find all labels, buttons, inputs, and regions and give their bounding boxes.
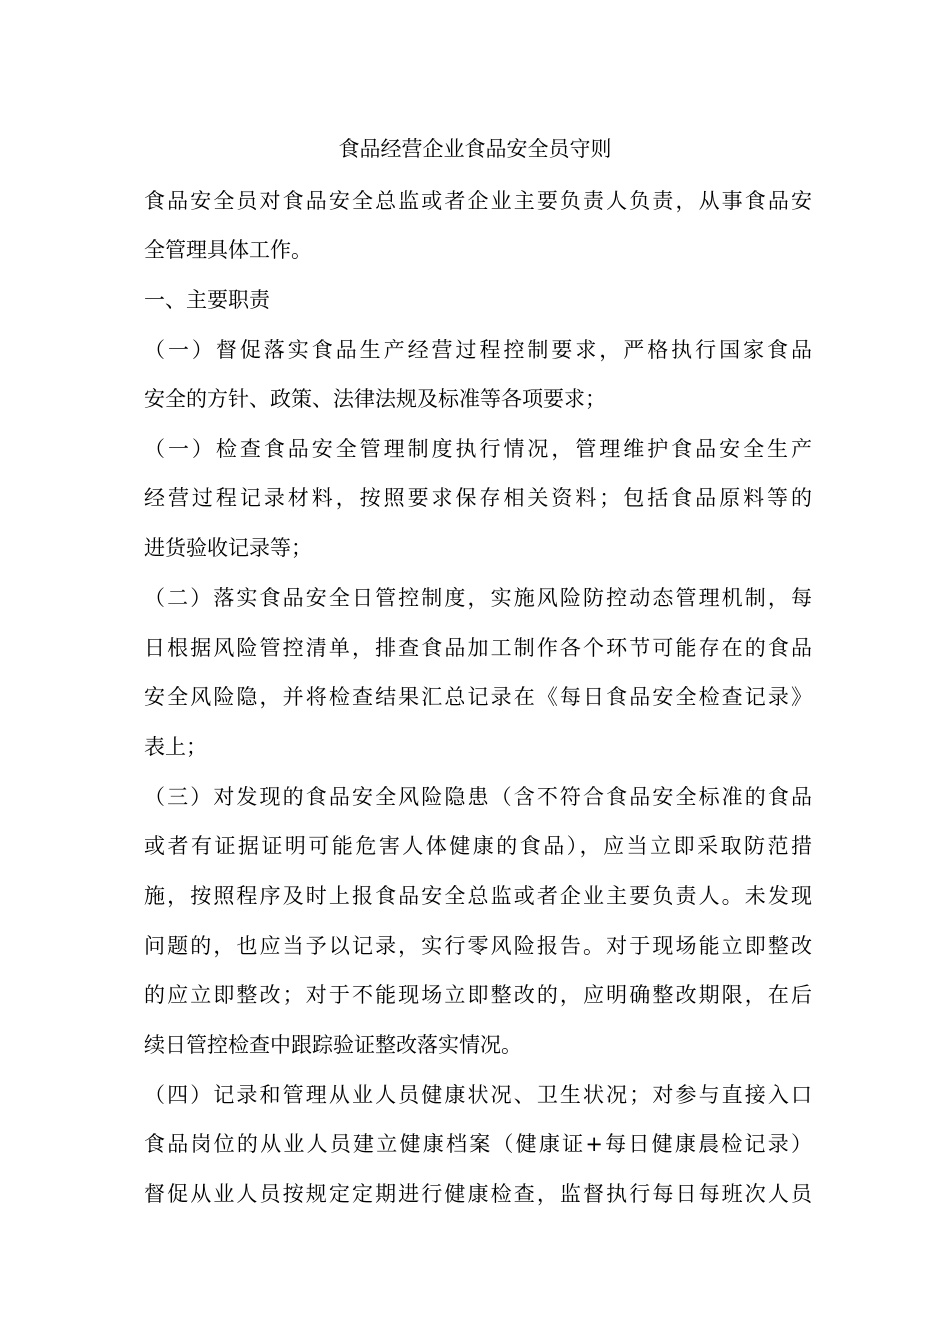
paragraph-line: 食品岗位的从业人员建立健康档案（健康证+每日健康晨检记录） [144, 1132, 812, 1156]
section-heading: 一、主要职责 [144, 288, 270, 312]
paragraph-line: 日根据风险管控清单，排查食品加工制作各个环节可能存在的食品 [144, 636, 812, 660]
paragraph-line: （一）督促落实食品生产经营过程控制要求，严格执行国家食品 [144, 338, 812, 362]
paragraph-line: （四）记录和管理从业人员健康状况、卫生状况；对参与直接入口 [144, 1083, 812, 1107]
paragraph-line: 续日管控检查中跟踪验证整改落实情况。 [144, 1033, 522, 1057]
document-title: 食品经营企业食品安全员守则 [338, 137, 612, 161]
paragraph-line: 表上； [144, 735, 207, 759]
paragraph-line: （一）检查食品安全管理制度执行情况，管理维护食品安全生产 [144, 437, 812, 461]
paragraph-line: 食品安全员对食品安全总监或者企业主要负责人负责，从事食品安 [144, 189, 812, 213]
paragraph-line: 督促从业人员按规定定期进行健康检查，监督执行每日每班次人员 [144, 1182, 812, 1206]
paragraph-line: 的应立即整改；对于不能现场立即整改的，应明确整改期限，在后 [144, 983, 812, 1007]
paragraph-line: （三）对发现的食品安全风险隐患（含不符合食品安全标准的食品 [144, 785, 812, 809]
paragraph-line: （二）落实食品安全日管控制度，实施风险防控动态管理机制，每 [144, 586, 812, 610]
paragraph-line: 进货验收记录等； [144, 536, 312, 560]
paragraph-line: 或者有证据证明可能危害人体健康的食品），应当立即采取防范措 [144, 834, 812, 858]
paragraph-line: 经营过程记录材料，按照要求保存相关资料；包括食品原料等的 [144, 486, 812, 510]
paragraph-line: 施，按照程序及时上报食品安全总监或者企业主要负责人。未发现 [144, 884, 812, 908]
paragraph-line: 安全的方针、政策、法律法规及标准等各项要求； [144, 387, 606, 411]
paragraph-line: 全管理具体工作。 [144, 238, 312, 262]
paragraph-line: 问题的，也应当予以记录，实行零风险报告。对于现场能立即整改 [144, 934, 812, 958]
paragraph-line: 安全风险隐，并将检查结果汇总记录在《每日食品安全检查记录》 [144, 685, 812, 709]
